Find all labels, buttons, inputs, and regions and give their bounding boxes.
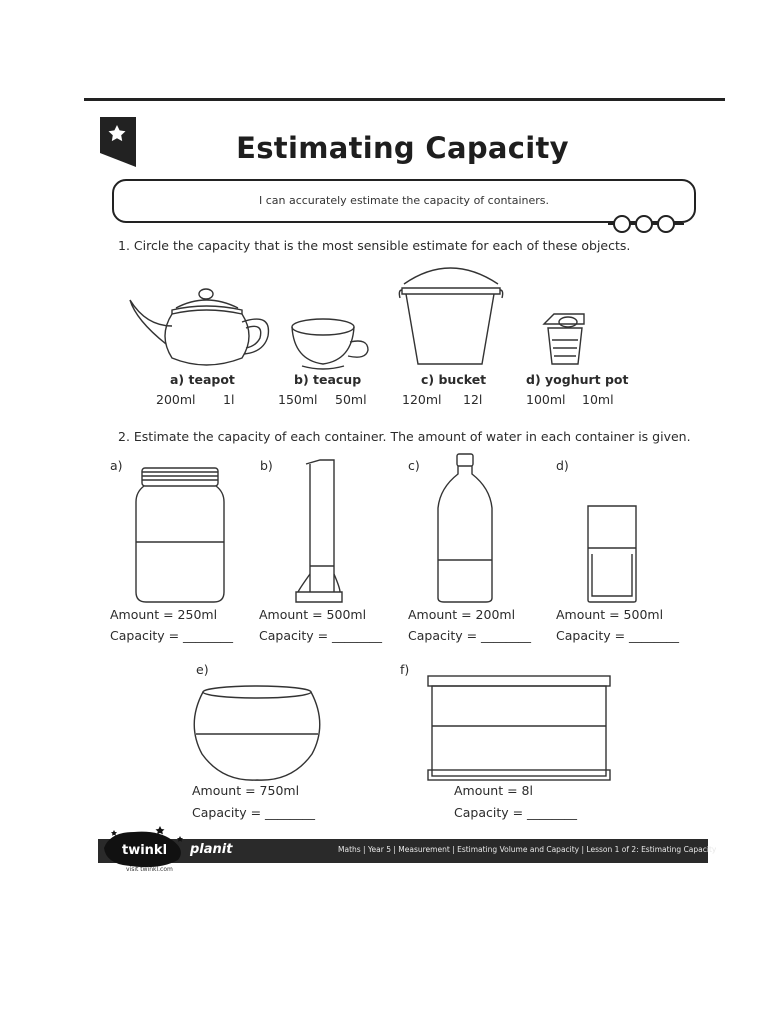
q1-d-option1[interactable]: 100ml [526,392,566,407]
q2-c-capacity[interactable]: Capacity = ________ [408,628,532,643]
q2-e-capacity[interactable]: Capacity = ________ [192,805,316,820]
q1-c-option2[interactable]: 12l [463,392,483,407]
q1-a-option1[interactable]: 200ml [156,392,196,407]
page-title: Estimating Capacity [236,131,569,165]
q1-d-option2[interactable]: 10ml [582,392,614,407]
q2-c-amount: Amount = 200ml [408,607,516,622]
yoghurt-pot-icon [540,310,588,368]
q2-b-letter: b) [260,458,273,473]
planit-brand: planit [190,842,233,857]
q1-c-option1[interactable]: 120ml [402,392,442,407]
q1-c-label: c) bucket [421,372,487,387]
learning-objective: I can accurately estimate the capacity of containers. [258,194,550,207]
bucket-icon [396,264,504,368]
q1-a-option2[interactable]: 1l [223,392,235,407]
q1-a-label: a) teapot [170,372,235,387]
measuring-cylinder-icon [294,458,344,604]
question-2-prompt: 2. Estimate the capacity of each container. The amount of water in each container is given. [118,429,691,444]
jar-icon [134,466,226,604]
svg-text:twinkl: twinkl [122,843,168,858]
q1-b-label: b) teacup [294,372,362,387]
q2-a-amount: Amount = 250ml [110,607,218,622]
visit-link[interactable]: visit twinkl.com [126,866,173,873]
q1-b-option1[interactable]: 150ml [278,392,318,407]
q2-b-capacity[interactable]: Capacity = ________ [259,628,383,643]
q2-a-capacity[interactable]: Capacity = ________ [110,628,234,643]
q2-a-letter: a) [110,458,123,473]
q2-f-capacity[interactable]: Capacity = ________ [454,805,578,820]
q2-f-letter: f) [400,662,410,677]
teapot-icon [126,286,272,370]
footer-breadcrumb: Maths | Year 5 | Measurement | Estimating Volume and Capacity | Lesson 1 of 2: Estimating Capacity [338,845,717,854]
q2-e-letter: e) [196,662,209,677]
q2-d-letter: d) [556,458,569,473]
teacup-icon [290,316,370,370]
fishbowl-icon [192,684,322,782]
q2-b-amount: Amount = 500ml [259,607,367,622]
q2-c-letter: c) [408,458,420,473]
q1-d-label: d) yoghurt pot [526,372,629,387]
twinkl-logo-icon [100,822,192,872]
q2-f-amount: Amount = 8l [454,783,533,798]
q1-b-option2[interactable]: 50ml [335,392,367,407]
q2-d-amount: Amount = 500ml [556,607,664,622]
glass-icon [584,504,640,604]
q2-d-capacity[interactable]: Capacity = ________ [556,628,680,643]
top-rule [84,98,725,101]
chain-circles-icon [608,213,684,235]
bottle-icon [434,452,496,604]
question-1-prompt: 1. Circle the capacity that is the most sensible estimate for each of these objects. [118,238,631,253]
fish-tank-icon [426,674,612,782]
q2-e-amount: Amount = 750ml [192,783,300,798]
